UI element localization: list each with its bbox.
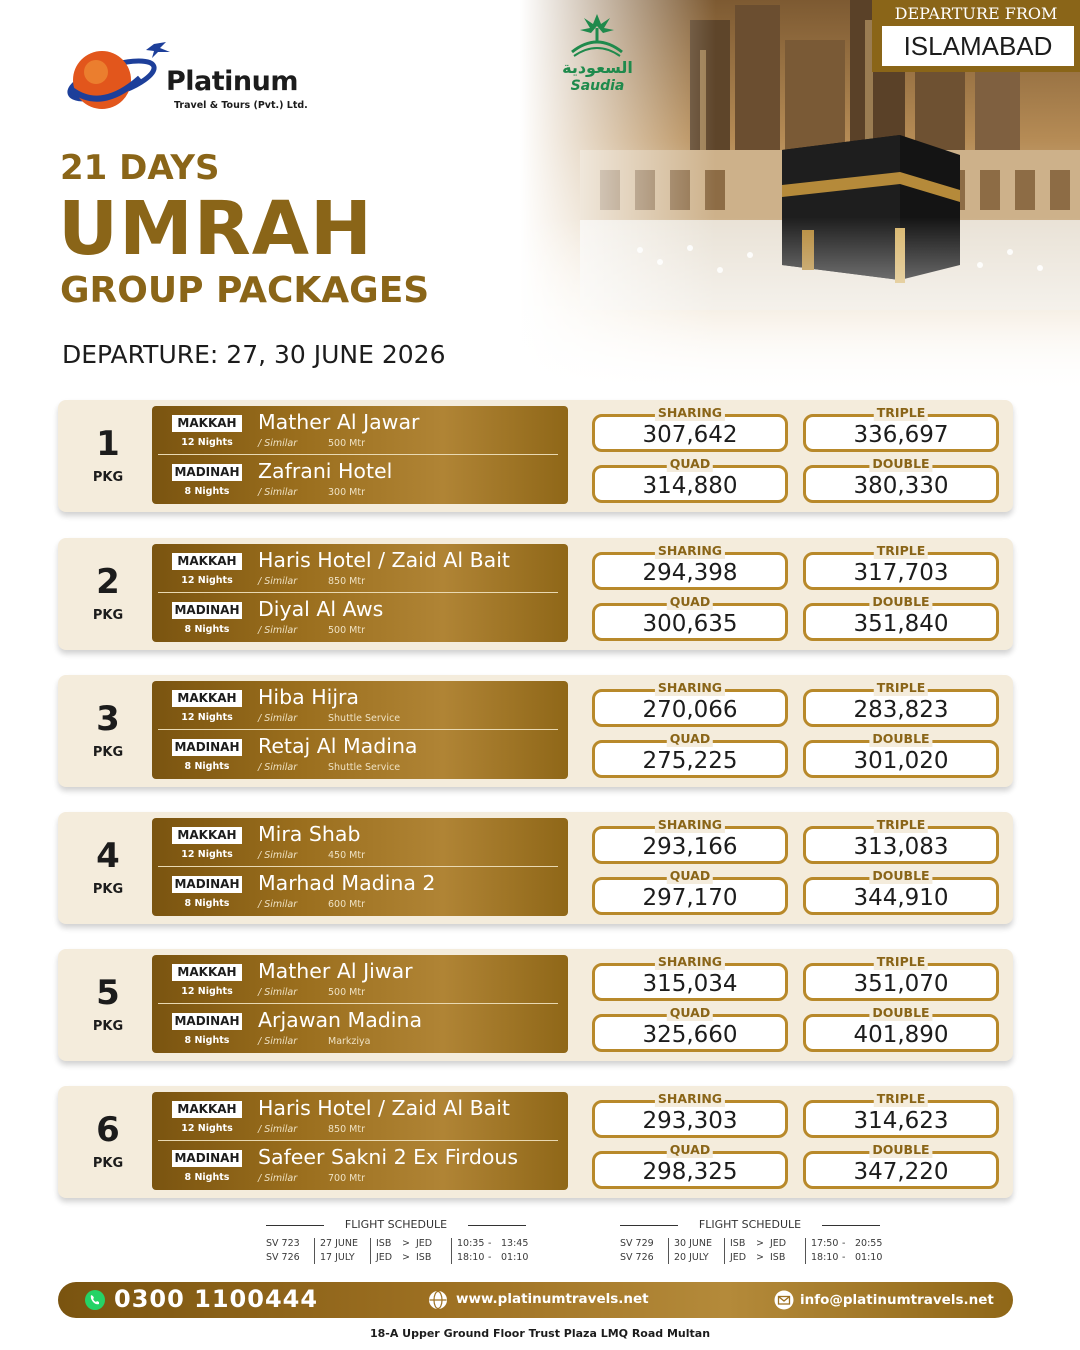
madinah-hotel-name: Marhad Madina 2 xyxy=(258,871,436,895)
price-sharing-label: SHARING xyxy=(655,543,725,559)
flight-arr: 01:10 xyxy=(501,1252,529,1263)
package-number: 2 xyxy=(96,562,120,602)
price-triple xyxy=(803,405,999,452)
price-quad xyxy=(592,594,788,641)
flight-dash: - xyxy=(842,1252,846,1263)
duration-title: 21 DAYS xyxy=(60,148,220,188)
madinah-hotel-row xyxy=(152,1141,568,1189)
price-double-value: 347,220 xyxy=(853,1159,949,1185)
price-double-value: 380,330 xyxy=(853,473,949,499)
makkah-city-badge: MAKKAH xyxy=(172,415,242,432)
madinah-similar-note: / Similar xyxy=(258,762,298,773)
whatsapp-icon xyxy=(84,1289,106,1311)
madinah-distance: Shuttle Service xyxy=(328,762,401,773)
package-number: 3 xyxy=(96,699,120,739)
makkah-city-badge: MAKKAH xyxy=(172,553,242,570)
saudia-english-wordmark: Saudia xyxy=(570,78,625,94)
flight-arrow: > xyxy=(756,1238,764,1249)
website-link[interactable]: www.platinumtravels.net xyxy=(456,1291,649,1307)
flight-row xyxy=(620,1252,883,1266)
madinah-nights: 8 Nights xyxy=(184,1172,230,1183)
hotels-panel xyxy=(152,406,568,504)
flight-to: JED xyxy=(416,1238,433,1249)
madinah-nights: 8 Nights xyxy=(184,898,230,909)
main-title: UMRAH xyxy=(58,186,373,272)
price-triple-value: 336,697 xyxy=(853,422,949,448)
price-double xyxy=(803,731,999,778)
price-quad-value: 314,880 xyxy=(642,473,738,499)
price-quad-label: QUAD xyxy=(667,1005,713,1021)
madinah-hotel-row xyxy=(152,455,568,503)
madinah-hotel-name: Safeer Sakni 2 Ex Firdous xyxy=(258,1145,519,1169)
madinah-hotel-row xyxy=(152,593,568,641)
price-quad xyxy=(592,731,788,778)
flight-date: 27 JUNE xyxy=(320,1238,358,1249)
price-double-label: DOUBLE xyxy=(869,1142,932,1158)
madinah-similar-note: / Similar xyxy=(258,1173,298,1184)
price-quad xyxy=(592,1142,788,1189)
makkah-distance: 850 Mtr xyxy=(328,576,365,587)
makkah-hotel-name: Mather Al Jiwar xyxy=(258,959,413,983)
madinah-nights: 8 Nights xyxy=(184,624,230,635)
company-logo xyxy=(62,36,332,116)
makkah-similar-note: / Similar xyxy=(258,438,298,449)
saudia-logo xyxy=(560,8,635,98)
madinah-city-badge: MADINAH xyxy=(172,464,242,481)
price-quad-label: QUAD xyxy=(667,1142,713,1158)
makkah-similar-note: / Similar xyxy=(258,1124,298,1135)
price-double-label: DOUBLE xyxy=(869,868,932,884)
makkah-hotel-row xyxy=(152,406,568,454)
makkah-distance: Shuttle Service xyxy=(328,713,401,724)
price-quad xyxy=(592,868,788,915)
price-sharing-value: 293,303 xyxy=(642,1108,738,1134)
package-card xyxy=(58,400,1013,512)
madinah-hotel-name: Zafrani Hotel xyxy=(258,459,393,483)
madinah-hotel-name: Arjawan Madina xyxy=(258,1008,423,1032)
price-triple-label: TRIPLE xyxy=(874,405,928,421)
price-triple xyxy=(803,954,999,1001)
makkah-hotel-row xyxy=(152,544,568,592)
makkah-city-badge: MAKKAH xyxy=(172,1101,242,1118)
price-quad xyxy=(592,456,788,503)
hotels-panel xyxy=(152,544,568,642)
madinah-similar-note: / Similar xyxy=(258,625,298,636)
makkah-nights: 12 Nights xyxy=(181,437,233,448)
makkah-hotel-name: Mather Al Jawar xyxy=(258,410,420,434)
hotels-panel xyxy=(152,818,568,916)
price-sharing-label: SHARING xyxy=(655,817,725,833)
price-double-value: 351,840 xyxy=(853,611,949,637)
package-card xyxy=(58,949,1013,1061)
price-sharing-label: SHARING xyxy=(655,680,725,696)
price-triple xyxy=(803,1091,999,1138)
price-sharing-label: SHARING xyxy=(655,954,725,970)
package-card xyxy=(58,675,1013,787)
price-quad xyxy=(592,1005,788,1052)
flight-flight: SV 729 xyxy=(620,1238,654,1249)
madinah-hotel-row xyxy=(152,1004,568,1052)
flight-to: ISB xyxy=(416,1252,432,1263)
price-double-label: DOUBLE xyxy=(869,594,932,610)
flight-arrow: > xyxy=(402,1252,410,1263)
price-sharing xyxy=(592,680,788,727)
office-address: 18-A Upper Ground Floor Trust Plaza LMQ Road Multan xyxy=(369,1327,711,1340)
madinah-hotel-row xyxy=(152,730,568,778)
price-triple xyxy=(803,817,999,864)
package-label: PKG xyxy=(92,882,124,897)
price-sharing xyxy=(592,954,788,1001)
makkah-nights: 12 Nights xyxy=(181,712,233,723)
price-sharing xyxy=(592,543,788,590)
contact-bar xyxy=(58,1282,1013,1318)
price-triple-label: TRIPLE xyxy=(874,680,928,696)
price-sharing xyxy=(592,1091,788,1138)
madinah-hotel-name: Retaj Al Madina xyxy=(258,734,418,758)
package-label: PKG xyxy=(92,470,124,485)
makkah-city-badge: MAKKAH xyxy=(172,964,242,981)
price-sharing-label: SHARING xyxy=(655,1091,725,1107)
package-number: 5 xyxy=(96,973,120,1013)
makkah-similar-note: / Similar xyxy=(258,576,298,587)
price-quad-value: 297,170 xyxy=(642,885,738,911)
flight-dash: - xyxy=(842,1238,846,1249)
flight-arr: 01:10 xyxy=(855,1252,883,1263)
flight-flight: SV 723 xyxy=(266,1238,300,1249)
saudia-arabic-wordmark: السعودية xyxy=(562,58,633,77)
makkah-hotel-row xyxy=(152,681,568,729)
makkah-nights: 12 Nights xyxy=(181,986,233,997)
madinah-nights: 8 Nights xyxy=(184,486,230,497)
flight-from: ISB xyxy=(730,1238,746,1249)
madinah-distance: 300 Mtr xyxy=(328,487,365,498)
makkah-similar-note: / Similar xyxy=(258,987,298,998)
price-double-value: 301,020 xyxy=(853,748,949,774)
flight-schedule-title: FLIGHT SCHEDULE xyxy=(698,1218,802,1231)
makkah-nights: 12 Nights xyxy=(181,849,233,860)
makkah-city-badge: MAKKAH xyxy=(172,690,242,707)
flight-from: ISB xyxy=(376,1238,392,1249)
madinah-distance: 700 Mtr xyxy=(328,1173,365,1184)
flight-date: 20 JULY xyxy=(674,1252,709,1263)
makkah-nights: 12 Nights xyxy=(181,1123,233,1134)
flight-dep: 10:35 xyxy=(457,1238,485,1249)
package-label: PKG xyxy=(92,1019,124,1034)
flight-dep: 17:50 xyxy=(811,1238,839,1249)
price-sharing-value: 307,642 xyxy=(642,422,738,448)
makkah-hotel-name: Haris Hotel / Zaid Al Bait xyxy=(258,1096,510,1120)
price-double xyxy=(803,456,999,503)
flight-to: JED xyxy=(770,1238,787,1249)
price-quad-label: QUAD xyxy=(667,731,713,747)
flight-arr: 13:45 xyxy=(501,1238,529,1249)
flight-schedule-title: FLIGHT SCHEDULE xyxy=(344,1218,448,1231)
price-quad-label: QUAD xyxy=(667,594,713,610)
email-link[interactable]: info@platinumtravels.net xyxy=(800,1292,994,1308)
price-triple-label: TRIPLE xyxy=(874,817,928,833)
madinah-similar-note: / Similar xyxy=(258,1036,298,1047)
flight-from: JED xyxy=(730,1252,747,1263)
price-triple-value: 283,823 xyxy=(853,697,949,723)
price-triple-label: TRIPLE xyxy=(874,543,928,559)
makkah-hotel-row xyxy=(152,955,568,1003)
price-triple xyxy=(803,543,999,590)
flight-to: ISB xyxy=(770,1252,786,1263)
price-sharing xyxy=(592,817,788,864)
price-quad-value: 325,660 xyxy=(642,1022,738,1048)
schedule-rule xyxy=(468,1225,526,1226)
globe-icon xyxy=(428,1290,448,1310)
departure-dates: DEPARTURE: 27, 30 JUNE 2026 xyxy=(62,340,446,369)
makkah-city-badge: MAKKAH xyxy=(172,827,242,844)
phone-number[interactable]: 0300 1100444 xyxy=(114,1285,319,1313)
price-sharing xyxy=(592,405,788,452)
madinah-similar-note: / Similar xyxy=(258,487,298,498)
madinah-hotel-row xyxy=(152,867,568,915)
makkah-hotel-name: Haris Hotel / Zaid Al Bait xyxy=(258,548,510,572)
package-label: PKG xyxy=(92,608,124,623)
flight-schedule xyxy=(266,1218,529,1268)
flight-row xyxy=(266,1238,529,1252)
price-double-value: 344,910 xyxy=(853,885,949,911)
schedule-rule xyxy=(822,1225,880,1226)
flight-schedule xyxy=(620,1218,883,1268)
flight-from: JED xyxy=(376,1252,393,1263)
flight-dash: - xyxy=(488,1238,492,1249)
price-triple-value: 313,083 xyxy=(853,834,949,860)
price-triple-value: 317,703 xyxy=(853,560,949,586)
price-double-label: DOUBLE xyxy=(869,456,932,472)
madinah-nights: 8 Nights xyxy=(184,1035,230,1046)
mail-icon xyxy=(774,1290,794,1310)
price-triple-value: 314,623 xyxy=(853,1108,949,1134)
package-label: PKG xyxy=(92,1156,124,1171)
package-number: 6 xyxy=(96,1110,120,1150)
madinah-city-badge: MADINAH xyxy=(172,876,242,893)
departure-from-badge xyxy=(872,0,1080,72)
package-number: 1 xyxy=(96,424,120,464)
package-number: 4 xyxy=(96,836,120,876)
flight-arr: 20:55 xyxy=(855,1238,883,1249)
flight-date: 17 JULY xyxy=(320,1252,355,1263)
flight-row xyxy=(620,1238,883,1252)
flight-date: 30 JUNE xyxy=(674,1238,712,1249)
price-double xyxy=(803,868,999,915)
price-triple-label: TRIPLE xyxy=(874,954,928,970)
hotels-panel xyxy=(152,955,568,1053)
makkah-nights: 12 Nights xyxy=(181,575,233,586)
makkah-distance: 500 Mtr xyxy=(328,987,365,998)
planet-plane-logo-icon xyxy=(62,38,172,114)
departure-from-label: DEPARTURE FROM xyxy=(894,4,1058,23)
makkah-hotel-row xyxy=(152,1092,568,1140)
flight-dash: - xyxy=(488,1252,492,1263)
package-card xyxy=(58,538,1013,650)
madinah-city-badge: MADINAH xyxy=(172,602,242,619)
madinah-hotel-name: Diyal Al Aws xyxy=(258,597,384,621)
makkah-similar-note: / Similar xyxy=(258,850,298,861)
price-triple-value: 351,070 xyxy=(853,971,949,997)
makkah-distance: 500 Mtr xyxy=(328,438,365,449)
price-triple-label: TRIPLE xyxy=(874,1091,928,1107)
hotels-panel xyxy=(152,681,568,779)
price-double xyxy=(803,1142,999,1189)
flight-arrow: > xyxy=(402,1238,410,1249)
makkah-hotel-name: Mira Shab xyxy=(258,822,361,846)
flight-row xyxy=(266,1252,529,1266)
price-sharing-value: 294,398 xyxy=(642,560,738,586)
madinah-city-badge: MADINAH xyxy=(172,739,242,756)
subtitle: GROUP PACKAGES xyxy=(60,270,430,311)
package-card xyxy=(58,812,1013,924)
price-quad-value: 275,225 xyxy=(642,748,738,774)
brand-subtitle: Travel & Tours (Pvt.) Ltd. xyxy=(174,100,308,111)
makkah-distance: 450 Mtr xyxy=(328,850,365,861)
hotels-panel xyxy=(152,1092,568,1190)
price-double-label: DOUBLE xyxy=(869,1005,932,1021)
madinah-distance: Markziya xyxy=(328,1036,371,1047)
makkah-similar-note: / Similar xyxy=(258,713,298,724)
makkah-hotel-row xyxy=(152,818,568,866)
makkah-hotel-name: Hiba Hijra xyxy=(258,685,359,709)
flight-flight: SV 726 xyxy=(266,1252,300,1263)
price-double-value: 401,890 xyxy=(853,1022,949,1048)
madinah-similar-note: / Similar xyxy=(258,899,298,910)
price-quad-label: QUAD xyxy=(667,868,713,884)
flight-arrow: > xyxy=(756,1252,764,1263)
flight-dep: 18:10 xyxy=(811,1252,839,1263)
price-sharing-value: 270,066 xyxy=(642,697,738,723)
departure-city: ISLAMABAD xyxy=(882,26,1074,66)
package-card xyxy=(58,1086,1013,1198)
madinah-distance: 500 Mtr xyxy=(328,625,365,636)
price-double xyxy=(803,1005,999,1052)
madinah-city-badge: MADINAH xyxy=(172,1150,242,1167)
price-quad-value: 298,325 xyxy=(642,1159,738,1185)
price-triple xyxy=(803,680,999,727)
package-label: PKG xyxy=(92,745,124,760)
makkah-distance: 850 Mtr xyxy=(328,1124,365,1135)
price-sharing-value: 315,034 xyxy=(642,971,738,997)
price-quad-value: 300,635 xyxy=(642,611,738,637)
flight-flight: SV 726 xyxy=(620,1252,654,1263)
flight-dep: 18:10 xyxy=(457,1252,485,1263)
madinah-distance: 600 Mtr xyxy=(328,899,365,910)
saudia-palm-swords-icon xyxy=(560,8,635,60)
madinah-nights: 8 Nights xyxy=(184,761,230,772)
price-double xyxy=(803,594,999,641)
brand-name: Platinum xyxy=(166,66,299,97)
madinah-city-badge: MADINAH xyxy=(172,1013,242,1030)
price-quad-label: QUAD xyxy=(667,456,713,472)
price-double-label: DOUBLE xyxy=(869,731,932,747)
price-sharing-label: SHARING xyxy=(655,405,725,421)
price-sharing-value: 293,166 xyxy=(642,834,738,860)
